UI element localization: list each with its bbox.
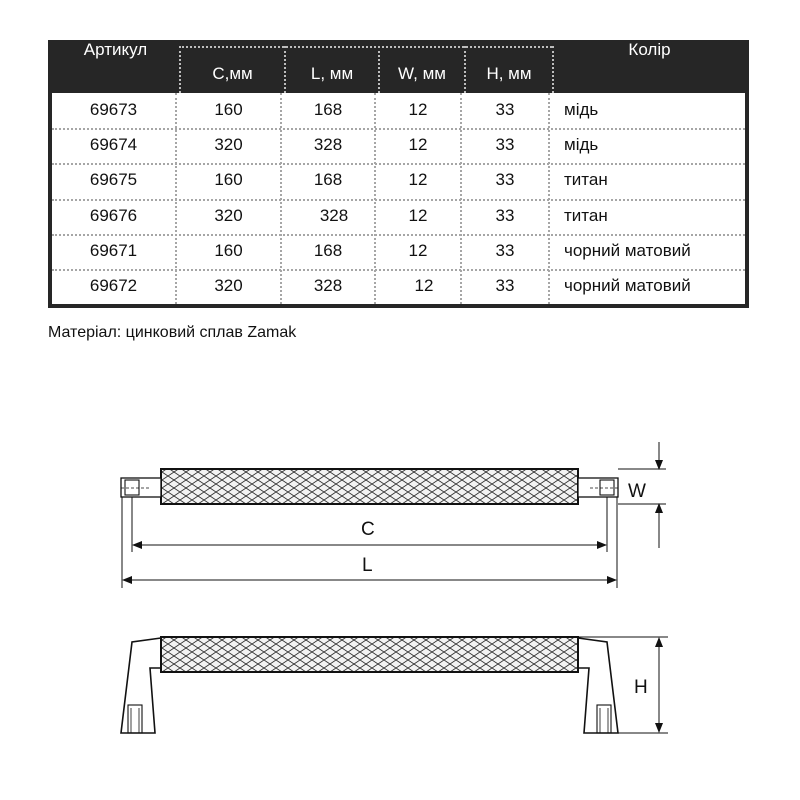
cell-h: 33 bbox=[495, 100, 515, 119]
header-l: L, мм bbox=[310, 64, 354, 83]
dimension-c-label: C bbox=[361, 519, 375, 540]
cell-c: 160 bbox=[214, 170, 243, 189]
cell-h: 33 bbox=[495, 276, 515, 295]
cell-l: 168 bbox=[313, 170, 343, 189]
header-h: H, мм bbox=[486, 64, 532, 83]
header-c: C,мм bbox=[212, 64, 253, 83]
dimension-h-label: H bbox=[634, 677, 648, 698]
cell-l: 168 bbox=[313, 241, 343, 260]
cell-l: 328 bbox=[313, 276, 343, 295]
cell-c: 320 bbox=[214, 135, 243, 154]
cell-color: чорний матовий bbox=[564, 276, 691, 295]
cell-article: 69676 bbox=[89, 206, 138, 225]
cell-color: чорний матовий bbox=[564, 241, 691, 260]
top-view bbox=[121, 442, 666, 588]
header-w: W, мм bbox=[398, 64, 446, 83]
cell-h: 33 bbox=[495, 135, 515, 154]
cell-article: 69675 bbox=[89, 170, 138, 189]
handle-bar-side bbox=[161, 637, 578, 672]
cell-article: 69672 bbox=[89, 276, 138, 295]
side-view bbox=[121, 637, 668, 733]
dimension-w-label: W bbox=[628, 481, 646, 502]
left-leg-side bbox=[121, 638, 161, 733]
cell-w: 12 bbox=[408, 100, 428, 119]
cell-article: 69671 bbox=[89, 241, 138, 260]
material-note: Матеріал: цинковий сплав Zamak bbox=[48, 324, 297, 341]
cell-h: 33 bbox=[495, 170, 515, 189]
left-mount-top bbox=[121, 478, 161, 497]
right-mount-top bbox=[578, 478, 618, 497]
cell-w: 12 bbox=[408, 241, 428, 260]
cell-c: 160 bbox=[214, 241, 243, 260]
cell-l: 328 bbox=[313, 135, 343, 154]
cell-color: титан bbox=[564, 170, 608, 189]
cell-color: титан bbox=[564, 206, 608, 225]
cell-w: 12 bbox=[408, 170, 428, 189]
cell-w: 12 bbox=[408, 206, 428, 225]
handle-bar-top bbox=[161, 469, 578, 504]
cell-color: мідь bbox=[564, 100, 599, 119]
cell-article: 69673 bbox=[89, 100, 138, 119]
cell-w: 12 bbox=[408, 135, 428, 154]
cell-h: 33 bbox=[495, 241, 515, 260]
cell-w: 12 bbox=[414, 276, 434, 295]
cell-c: 320 bbox=[214, 276, 243, 295]
cell-article: 69674 bbox=[89, 135, 138, 154]
cell-l: 328 bbox=[319, 206, 349, 225]
cell-c: 160 bbox=[214, 100, 243, 119]
right-leg-side bbox=[578, 638, 618, 733]
cell-c: 320 bbox=[214, 206, 243, 225]
header-article: Артикул bbox=[83, 40, 148, 59]
cell-l: 168 bbox=[313, 100, 343, 119]
dimension-l-label: L bbox=[362, 555, 373, 576]
header-color: Колір bbox=[628, 40, 671, 59]
cell-h: 33 bbox=[495, 206, 515, 225]
cell-color: мідь bbox=[564, 135, 599, 154]
